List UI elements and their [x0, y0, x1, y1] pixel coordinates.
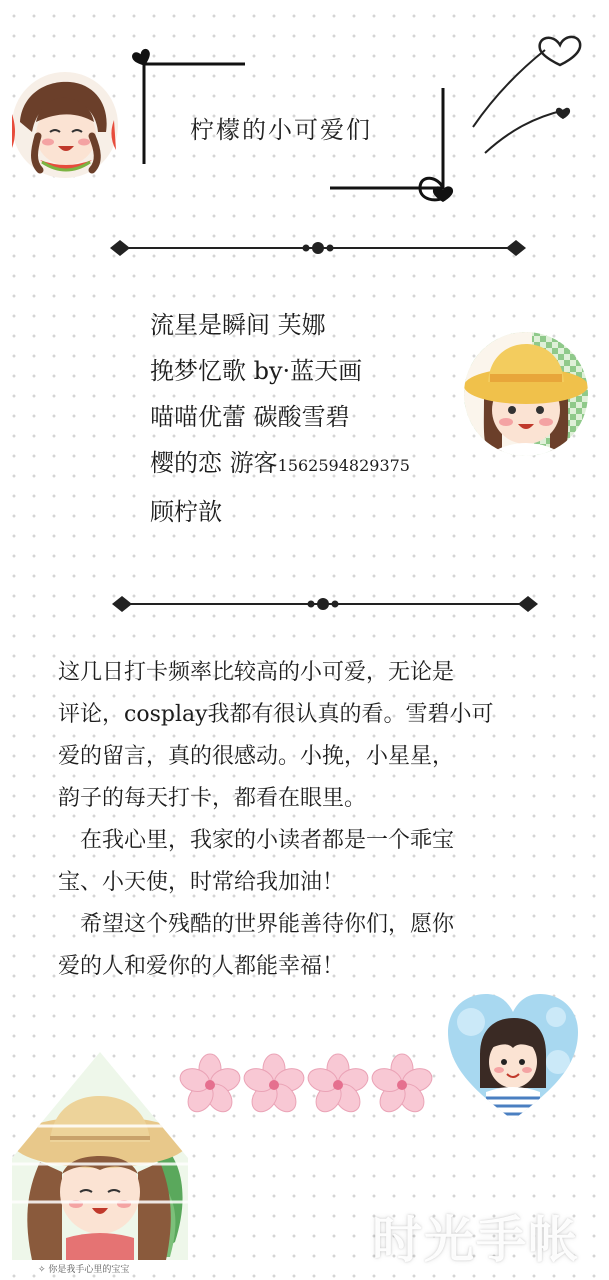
names-line: [150, 440, 410, 489]
ornament-divider: [110, 592, 540, 616]
names-line: 挽梦忆歌 by·蓝天画: [150, 357, 363, 385]
paragraph-line: 这几日打卡频率比较高的小可爱，无论是: [58, 660, 455, 685]
message-paragraph: [58, 652, 578, 988]
names-line-prefix: 樱的恋 游客: [150, 449, 278, 477]
straw-hat-girl-avatar: [462, 330, 590, 458]
cherry-blossom-row: [178, 1050, 438, 1120]
names-list: [150, 302, 410, 535]
paragraph-line: 宝、小天使，时常给我加油！: [58, 870, 345, 895]
paragraph-line: 韵子的每天打卡，都看在眼里。: [58, 786, 367, 811]
ornament-divider: [108, 236, 528, 260]
paragraph-line: 评论，cosplay我都有很认真的看。雪碧小可: [58, 702, 494, 727]
watermelon-girl-avatar: [10, 70, 120, 180]
page-title: 柠檬的小可爱们: [190, 116, 372, 144]
paragraph-line: 希望这个残酷的世界能善待你们，愿你: [58, 912, 455, 937]
heart-doodle-icon: [465, 25, 595, 160]
illustration-caption: [38, 1262, 129, 1275]
caption-text: 你是我手心里的宝宝: [48, 1265, 130, 1275]
paragraph-line: 爱的人和爱你的人都能幸福！: [58, 954, 345, 979]
paragraph-line: 爱的留言，真的很感动。小挽，小星星，: [58, 744, 455, 769]
names-line: 顾柠歆: [150, 498, 222, 526]
names-line: 喵喵优蕾 碳酸雪碧: [150, 403, 350, 431]
heart-girl-avatar: [446, 992, 580, 1122]
watermark-logo: 时光手帐: [372, 1211, 580, 1269]
sun-hat-girl-illustration: [10, 1052, 190, 1260]
visitor-number: 15625948293​75: [277, 456, 410, 475]
paragraph-line: 在我心里，我家的小读者都是一个乖宝: [58, 828, 455, 853]
names-line: 流星是瞬间 芙娜: [150, 311, 326, 339]
star-icon: ✧: [38, 1265, 49, 1275]
